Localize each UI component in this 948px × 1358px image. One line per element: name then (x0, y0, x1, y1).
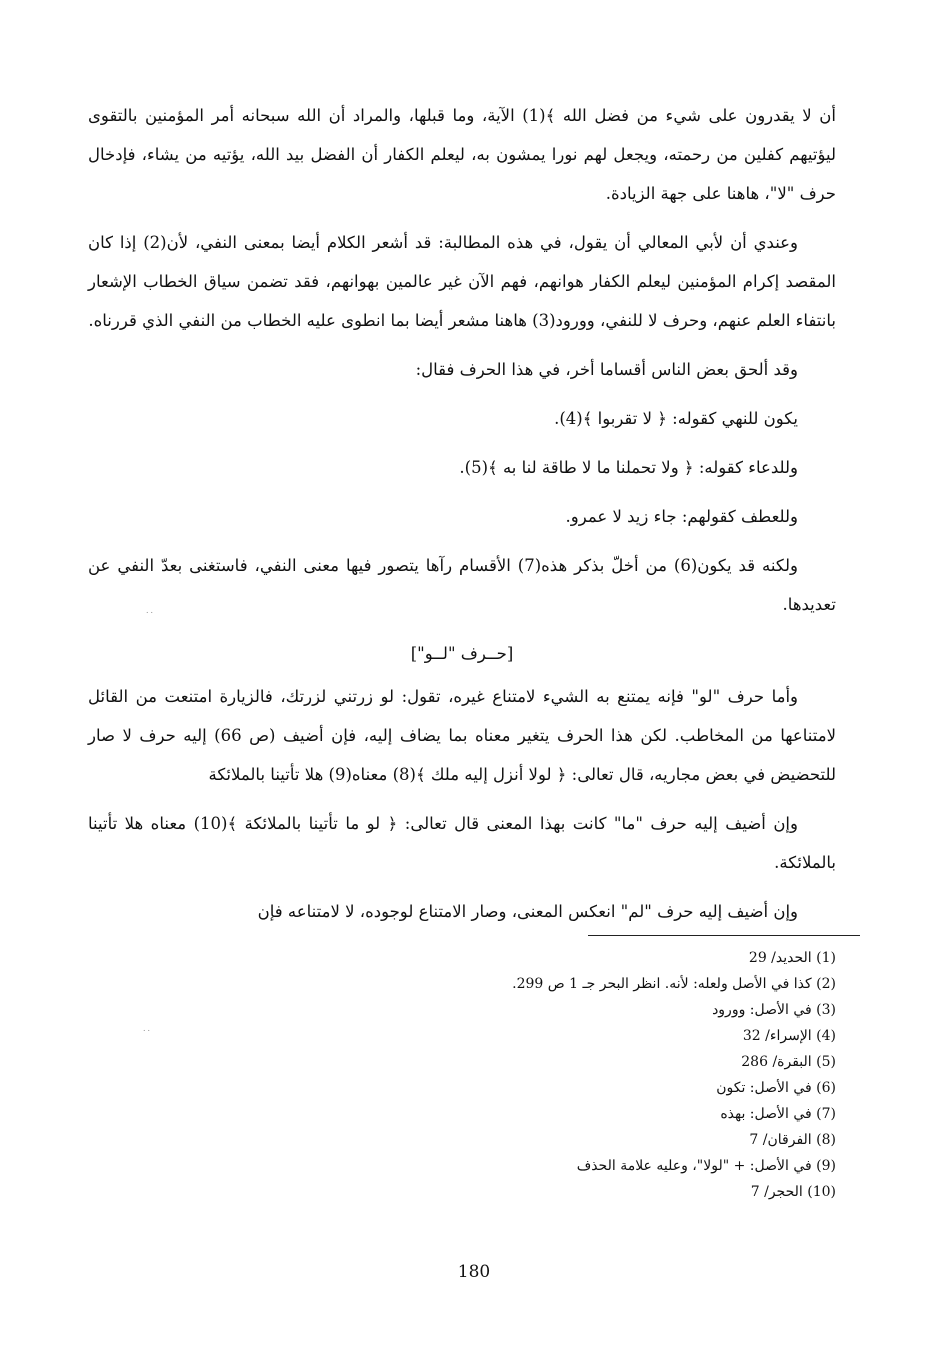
paragraph-5: وللدعاء كقوله: ﴿ ولا تحملنا ما لا طاقة لنا به ﴾(5). (459, 458, 798, 477)
scan-speck: ˙˙ (145, 612, 154, 622)
footnote-5: (5) البقرة/ 286 (741, 1054, 836, 1070)
footnote-10: (10) الحجر/ 7 (750, 1184, 836, 1200)
footnote-9: (9) في الأصل: + "لولا"، وعليه علامة الحذف (576, 1158, 836, 1174)
footnote-divider (588, 935, 860, 936)
page-number: 180 (457, 1262, 491, 1282)
paragraph-2: وعندي أن لأبي المعالي أن يقول، في هذه المطالبة: قد أشعر الكلام أيضا بمعنى النفي، لأن(2) إذا كان المقصد إكرام المؤمنين ليعلم الكفار هوانهم، فهم الآن غير عالمين بهوانهم، فقد تضمن سياق الخطاب الإشعار بانتفاء العلم عنهم، وحرف لا للنفي، وورود(3) هاهنا مشعر أيضا بما انطوى عليه الخطاب من النفي الذي قررناه. (88, 233, 836, 330)
paragraph-8: وأما حرف "لو" فإنه يمتنع به الشيء لامتناع غيره، تقول: لو زرتني لزرتك، فالزيارة امتنعت من القائل لامتناعها من المخاطب. لكن هذا الحرف يتغير معناه بما يضاف إليه، فإن أضيف (ص 66) إليه حرف لا صار للتحضيض في بعض مجاريه، قال تعالى: ﴿ لولا أنزل إليه ملك ﴾(8) معناه(9) هلا تأتينا بالملائكة (88, 687, 836, 784)
footnote-7: (7) في الأصل: بهذه (720, 1106, 836, 1122)
paragraph-7: ولكنه قد يكون(6) من أخلّ بذكر هذه(7) الأقسام رآها يتصور فيها معنى النفي، فاستغنى بعدّ النفي عن تعديدها. (88, 556, 836, 614)
paragraph-4: يكون للنهي كقوله: ﴿ لا تقربوا ﴾(4). (554, 409, 798, 428)
footnote-8: (8) الفرقان/ 7 (749, 1132, 836, 1148)
paragraph-10: وإن أضيف إليه حرف "لم" انعكس المعنى، وصار الامتناع لوجوده، لا لامتناعه فإن (257, 902, 798, 921)
footnote-2: (2) كذا في الأصل ولعله: لأنه. انظر البحر جـ 1 ص 299. (512, 976, 836, 992)
footnote-1: (1) الحديد/ 29 (748, 950, 836, 966)
footnotes (196, 945, 836, 1205)
paragraph-9: وإن أضيف إليه حرف "ما" كانت بهذا المعنى قال تعالى: ﴿ لو ما تأتينا بالملائكة ﴾(10) معناه هلا تأتينا بالملائكة. (88, 814, 836, 872)
footnote-4: (4) الإسراء/ 32 (742, 1028, 836, 1044)
section-heading: [حــرف "لــو"] (410, 644, 514, 663)
footnote-3: (3) في الأصل: وورود (712, 1002, 836, 1018)
footnote-6: (6) في الأصل: تكون (716, 1080, 836, 1096)
main-text (88, 96, 836, 941)
paragraph-6: وللعطف كقولهم: جاء زيد لا عمرو. (565, 507, 798, 526)
paragraph-3: وقد ألحق بعض الناس أقساما أخر، في هذا الحرف فقال: (415, 360, 798, 379)
scan-speck: ˙˙ (142, 1030, 151, 1040)
paragraph-1: أن لا يقدرون على شيء من فضل الله ﴾(1) الآية، وما قبلها، والمراد أن الله سبحانه أمر المؤمنين بالتقوى ليؤتيهم كفلين من رحمته، ويجعل لهم نورا يمشون به، ليعلم الكفار أن الفضل بيد الله، يؤتيه من يشاء، فإدخال حرف "لا"، هاهنا على جهة الزيادة. (88, 106, 836, 203)
